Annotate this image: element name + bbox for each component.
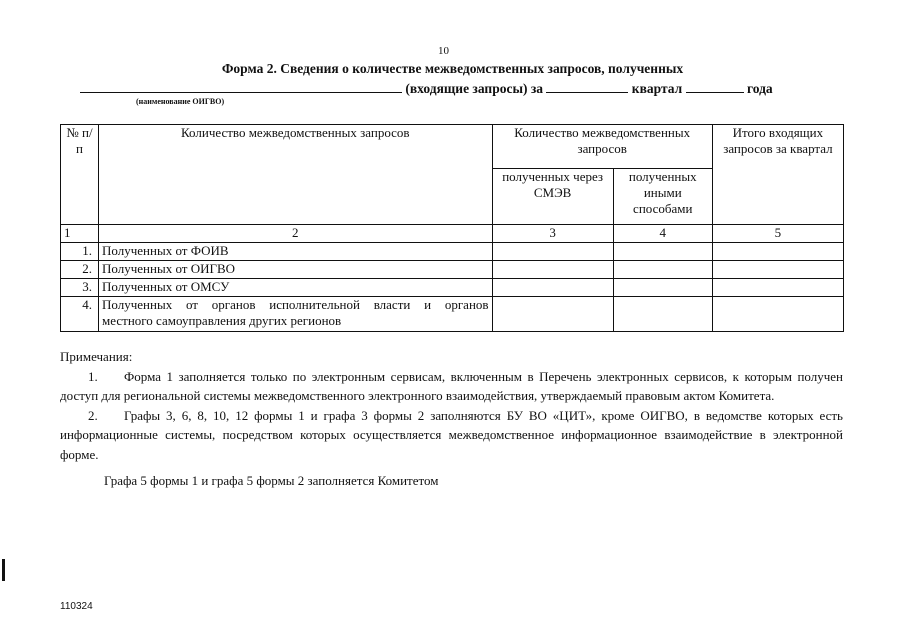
org-caption: (наименование ОИГВО) xyxy=(136,97,225,106)
header-other: полученных иными способами xyxy=(613,169,712,225)
col-number: 3 xyxy=(492,225,613,243)
header-group: Количество межведомственных запросов xyxy=(492,125,712,169)
row-number: 4. xyxy=(61,297,99,332)
quarter-label: квартал xyxy=(631,81,683,96)
form-title: Форма 2. Сведения о количестве межведомственных запросов, полученных xyxy=(221,61,684,76)
margin-mark xyxy=(2,559,5,581)
incoming-label: (входящие запросы) за xyxy=(405,81,544,96)
row-label: Полученных от ОМСУ xyxy=(99,279,493,297)
row-label-line2: местного самоуправления других регионов xyxy=(102,313,342,328)
notes-heading: Примечания: xyxy=(60,349,133,364)
cell-total xyxy=(712,243,843,261)
header-total: Итого входящих запросов за квартал xyxy=(712,125,843,225)
requests-table xyxy=(60,124,844,332)
table-row xyxy=(61,243,844,261)
cell-other xyxy=(613,279,712,297)
row-number: 3. xyxy=(61,279,99,297)
row-label-line1: Полученных от органов исполнительной власти и органов xyxy=(102,297,489,312)
note-number: 1. xyxy=(88,368,98,384)
cell-total xyxy=(712,279,843,297)
row-label: Полученных от ОИГВО xyxy=(99,261,493,279)
cell-total xyxy=(712,297,843,332)
col-number: 2 xyxy=(99,225,493,243)
form-title-line2 xyxy=(80,80,773,97)
col-number: 5 xyxy=(712,225,843,243)
year-blank xyxy=(686,80,744,93)
note-number: 2. xyxy=(88,407,98,423)
page-number: 10 xyxy=(438,45,449,57)
cell-other xyxy=(613,243,712,261)
notes-section xyxy=(60,347,843,491)
note-text: Графы 3, 6, 8, 10, 12 формы 1 и графа 3 формы 2 заполняются БУ ВО «ЦИТ», кроме ОИГВО, в ведомстве которых есть информационные системы, посредством которых осуществляется межведомственное информационное взаимодействие в электронной форме. xyxy=(60,407,843,462)
cell-other xyxy=(613,261,712,279)
row-number: 2. xyxy=(61,261,99,279)
header-count: Количество межведомственных запросов xyxy=(99,125,493,225)
table-header-row xyxy=(61,125,844,169)
cell-other xyxy=(613,297,712,332)
column-number-row xyxy=(61,225,844,243)
cell-smev xyxy=(492,261,613,279)
quarter-blank xyxy=(546,80,628,93)
note-item xyxy=(60,367,843,406)
header-smev: полученных через СМЭВ xyxy=(492,169,613,225)
col-number: 1 xyxy=(61,225,99,243)
table-row xyxy=(61,279,844,297)
note-text: Форма 1 заполняется только по электронным сервисам, включенным в Перечень электронных сервисов, к которым получен доступ для региональной системы межведомственного электронного взаимодействия, утверждаемый правовым актом Комитета. xyxy=(60,368,843,403)
cell-smev xyxy=(492,279,613,297)
cell-smev xyxy=(492,243,613,261)
row-label xyxy=(99,297,493,332)
note-item xyxy=(60,406,843,465)
col-number: 4 xyxy=(613,225,712,243)
cell-total xyxy=(712,261,843,279)
row-number: 1. xyxy=(61,243,99,261)
note-extra: Графа 5 формы 1 и графа 5 формы 2 заполняется Комитетом xyxy=(104,473,439,488)
document-code: 110324 xyxy=(60,601,93,612)
table-row xyxy=(61,297,844,332)
header-num: № п/п xyxy=(61,125,99,225)
year-label: года xyxy=(746,81,773,96)
table-row xyxy=(61,261,844,279)
org-name-blank xyxy=(80,80,402,93)
cell-smev xyxy=(492,297,613,332)
row-label: Полученных от ФОИВ xyxy=(99,243,493,261)
